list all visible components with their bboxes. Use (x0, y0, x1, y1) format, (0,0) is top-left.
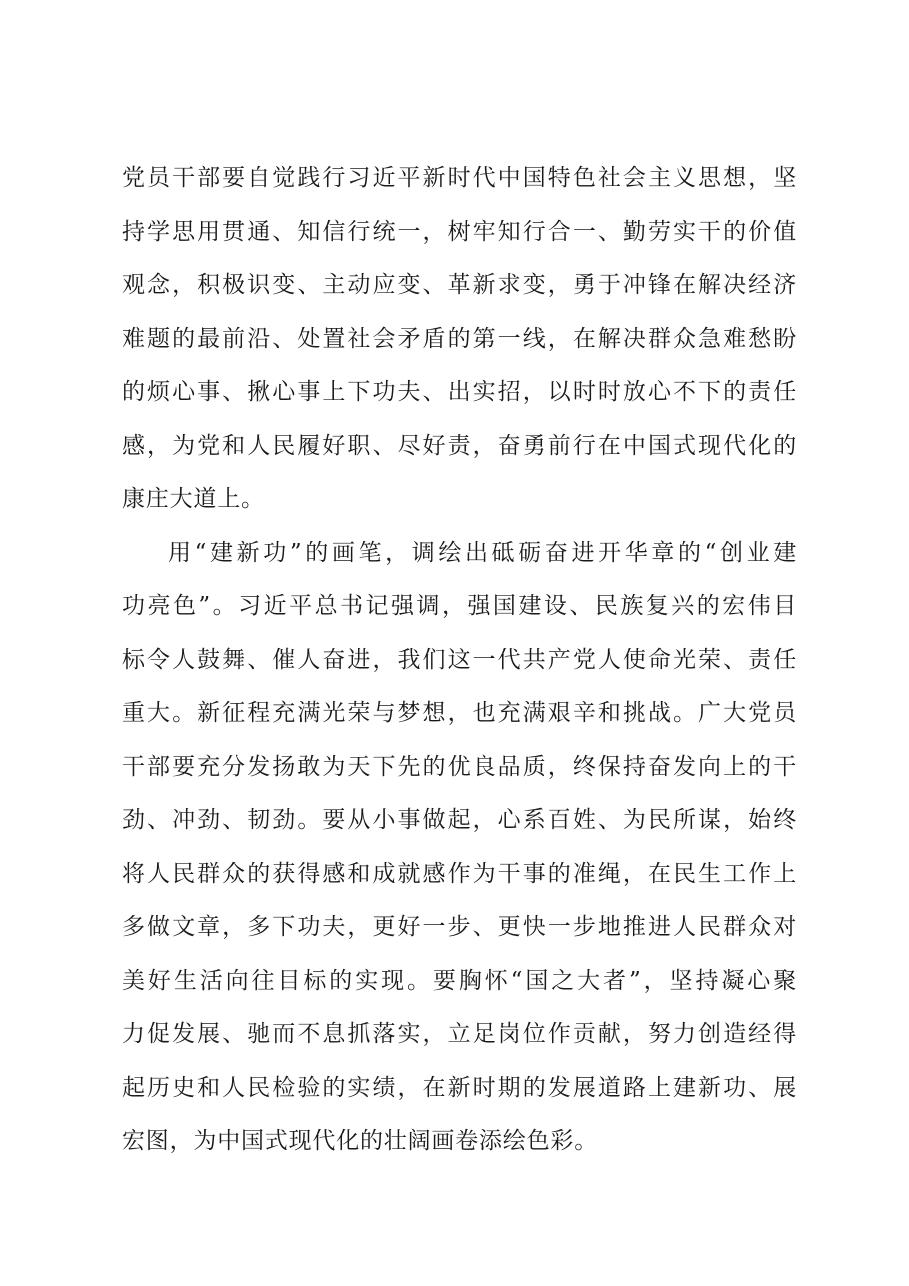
text-line: 标令人鼓舞、催人奋进，我们这一代共产党人使命光荣、责任 (122, 646, 797, 673)
text-line: 重大。新征程充满光荣与梦想，也充满艰辛和挑战。广大党员 (122, 700, 797, 726)
text-line: 美好生活向往目标的实现。要胸怀“国之大者”，坚持凝心聚 (122, 967, 797, 994)
text-line: 干部要充分发扬敢为天下先的优良品质，终保持奋发向上的干 (122, 753, 797, 780)
text-line: 功亮色”。习近平总书记强调，强国建设、民族复兴的宏伟目 (122, 593, 797, 619)
text-line: 用“建新功”的画笔，调绘出砥砺奋进开华章的“创业建 (168, 539, 797, 566)
text-line: 多做文章，多下功夫，更好一步、更快一步地推进人民群众对 (122, 914, 797, 940)
text-line: 难题的最前沿、处置社会矛盾的第一线，在解决群众急难愁盼 (122, 325, 797, 352)
paragraph-1 (122, 152, 797, 527)
text-line: 党员干部要自觉践行习近平新时代中国特色社会主义思想，坚 (122, 165, 797, 191)
document-body (122, 152, 797, 1169)
text-line: 的烦心事、揪心事上下功夫、出实招，以时时放心不下的责任 (122, 379, 797, 405)
text-line: 康庄大道上。 (122, 486, 265, 512)
text-line: 持学思用贯通、知信行统一，树牢知行合一、勤劳实干的价值 (122, 218, 797, 245)
text-line: 将人民群众的获得感和成就感作为干事的准绳，在民生工作上 (122, 860, 797, 887)
text-line: 力促发展、驰而不息抓落实，立足岗位作贡献，努力创造经得 (122, 1021, 797, 1047)
paragraph-2 (122, 527, 797, 1169)
text-line: 感，为党和人民履好职、尽好责，奋勇前行在中国式现代化的 (122, 432, 797, 459)
text-line: 劲、冲劲、韧劲。要从小事做起，心系百姓、为民所谋，始终 (122, 807, 797, 833)
text-line: 宏图，为中国式现代化的壮阔画卷添绘色彩。 (122, 1128, 598, 1154)
text-line: 起历史和人民检验的实绩，在新时期的发展道路上建新功、展 (122, 1074, 797, 1101)
text-line: 观念，积极识变、主动应变、革新求变，勇于冲锋在解决经济 (122, 272, 797, 298)
